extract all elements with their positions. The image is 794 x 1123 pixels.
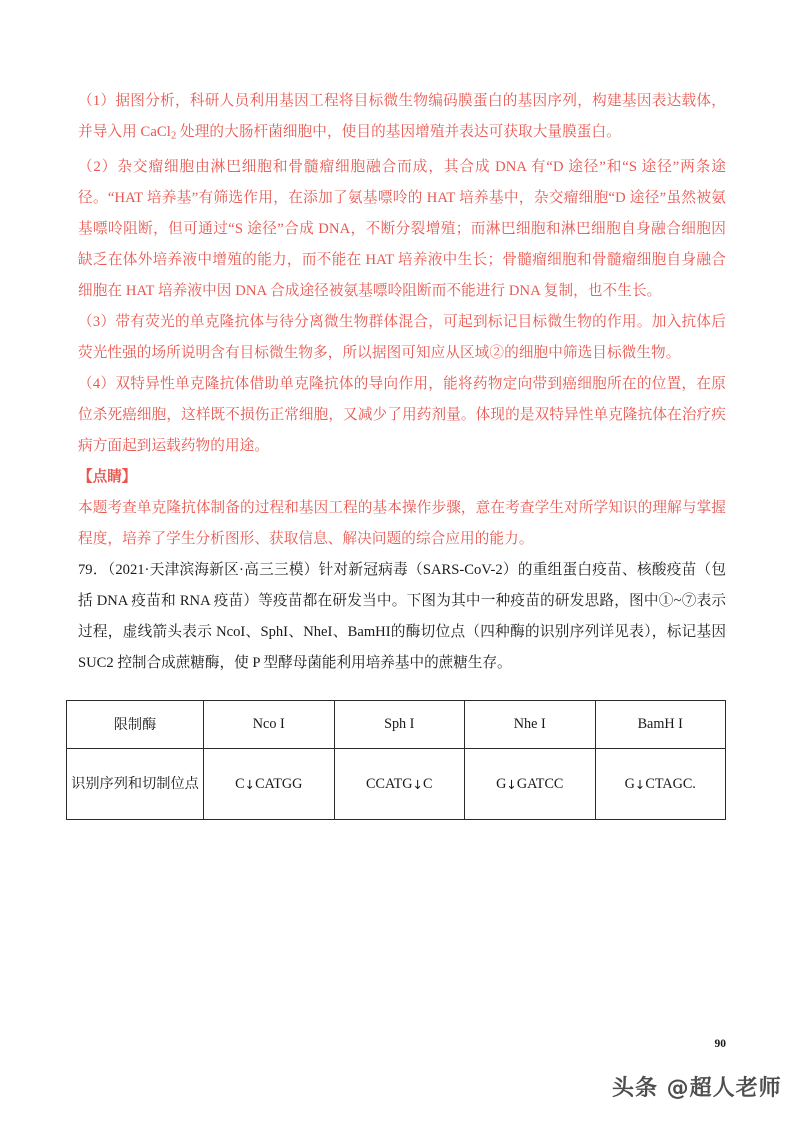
- table-row: [67, 749, 726, 820]
- watermark-logo: 头条 @超人老师: [612, 1075, 782, 1101]
- answer-paragraph-2: （2）杂交瘤细胞由淋巴细胞和骨髓瘤细胞融合而成，其合成 DNA 有“D 途径”和“S 途径”两条途径。“HAT 培养基”有筛选作用，在添加了氨基嘌呤的 HAT 培养基中，杂交瘤细胞“D 途径”虽然被氨基嘌呤阻断，但可通过“S 途径”合成 DNA，不断分裂增殖；而淋巴细胞和淋巴细胞自身融合细胞因缺乏在体外培养液中增殖的能力，而不能在 HAT 培养液中生长；骨髓瘤细胞和骨髓瘤细胞自身融合细胞在 HAT 培养液中因 DNA 合成途径被氨基嘌呤阻断而不能进行 DNA 复制，也不生长。: [78, 158, 726, 299]
- sequence-cell-bamh1: [595, 749, 726, 820]
- sequence-left: C: [235, 775, 245, 792]
- answers-content: [78, 86, 726, 679]
- cacl2-subscript: 2: [170, 130, 177, 142]
- sequence-right: C: [423, 775, 433, 792]
- cut-arrow-icon: ↓: [506, 776, 517, 792]
- page-number: 90: [714, 1038, 726, 1050]
- tip-body: 本题考查单克隆抗体制备的过程和基因工程的基本操作步骤，意在考查学生对所学知识的理解与掌握程度，培养了学生分析图形、获取信息、解决问题的综合应用的能力。: [78, 499, 726, 547]
- restriction-enzyme-table-wrapper: [66, 700, 726, 820]
- cut-arrow-icon: ↓: [244, 776, 256, 792]
- sequence-left: G: [496, 775, 507, 792]
- enzyme-name-bamh1: BamH I: [595, 701, 726, 749]
- sequence-cell-nhe1: [465, 749, 596, 820]
- enzyme-name-nhe1: Nhe I: [465, 701, 596, 749]
- enzyme-name-nco1: Nco I: [204, 701, 335, 749]
- sequence-cell-sph1: [334, 749, 465, 820]
- table-row: [67, 701, 726, 749]
- sequence-left: G: [624, 775, 635, 792]
- sequence-right: GATCC: [516, 775, 564, 792]
- answer-paragraph-1: [78, 86, 726, 152]
- sequence-cell-nco1: [204, 749, 335, 820]
- sequence-right: CATGG: [255, 775, 303, 792]
- tip-heading: 【点睛】: [78, 468, 137, 485]
- cut-arrow-icon: ↓: [634, 776, 646, 792]
- cut-arrow-icon: ↓: [412, 776, 424, 792]
- answer-paragraph-3: （3）带有荧光的单克隆抗体与待分离微生物群体混合，可起到标记目标微生物的作用。加入抗体后荧光性强的场所说明含有目标微生物多，所以据图可知应从区域②的细胞中筛选目标微生物。: [78, 313, 726, 361]
- answer-1-text-a: （1）据图分析，科研人员利用基因工程将目标微生物编码膜蛋白的基因序列，构建基因表达载体，并导入用 CaCl: [78, 93, 726, 140]
- row-header-enzyme: 限制酶: [67, 701, 204, 749]
- sequence-left: CCATG: [366, 775, 413, 792]
- enzyme-name-sph1: Sph I: [334, 701, 465, 749]
- row-header-recognition-sequence: 识别序列和切制位点: [67, 749, 204, 820]
- answer-1-text-b: 处理的大肠杆菌细胞中，使目的基因增殖并表达可获取大量膜蛋白。: [176, 124, 621, 140]
- question-79-text: 79．（2021·天津滨海新区·高三三模）针对新冠病毒（SARS-CoV-2）的重组蛋白疫苗、核酸疫苗（包括 DNA 疫苗和 RNA 疫苗）等疫苗都在研发当中。下图为其中一种疫苗的研发思路，图中①~⑦表示过程，虚线箭头表示 NcoI、SphI、NheI、BamHI的酶切位点（四种酶的识别序列详见表），标记基因 SUC2 控制合成蔗糖酶，使 P 型酵母菌能利用培养基中的蔗糖生存。: [78, 561, 726, 671]
- answer-paragraph-4: （4）双特异性单克隆抗体借助单克隆抗体的导向作用，能将药物定向带到癌细胞所在的位置，在原位杀死癌细胞，这样既不损伤正常细胞，又减少了用药剂量。体现的是双特异性单克隆抗体在治疗疾病方面起到运载药物的用途。: [78, 375, 726, 454]
- sequence-right: CTAGC.: [645, 775, 696, 792]
- restriction-enzyme-table: [66, 700, 726, 820]
